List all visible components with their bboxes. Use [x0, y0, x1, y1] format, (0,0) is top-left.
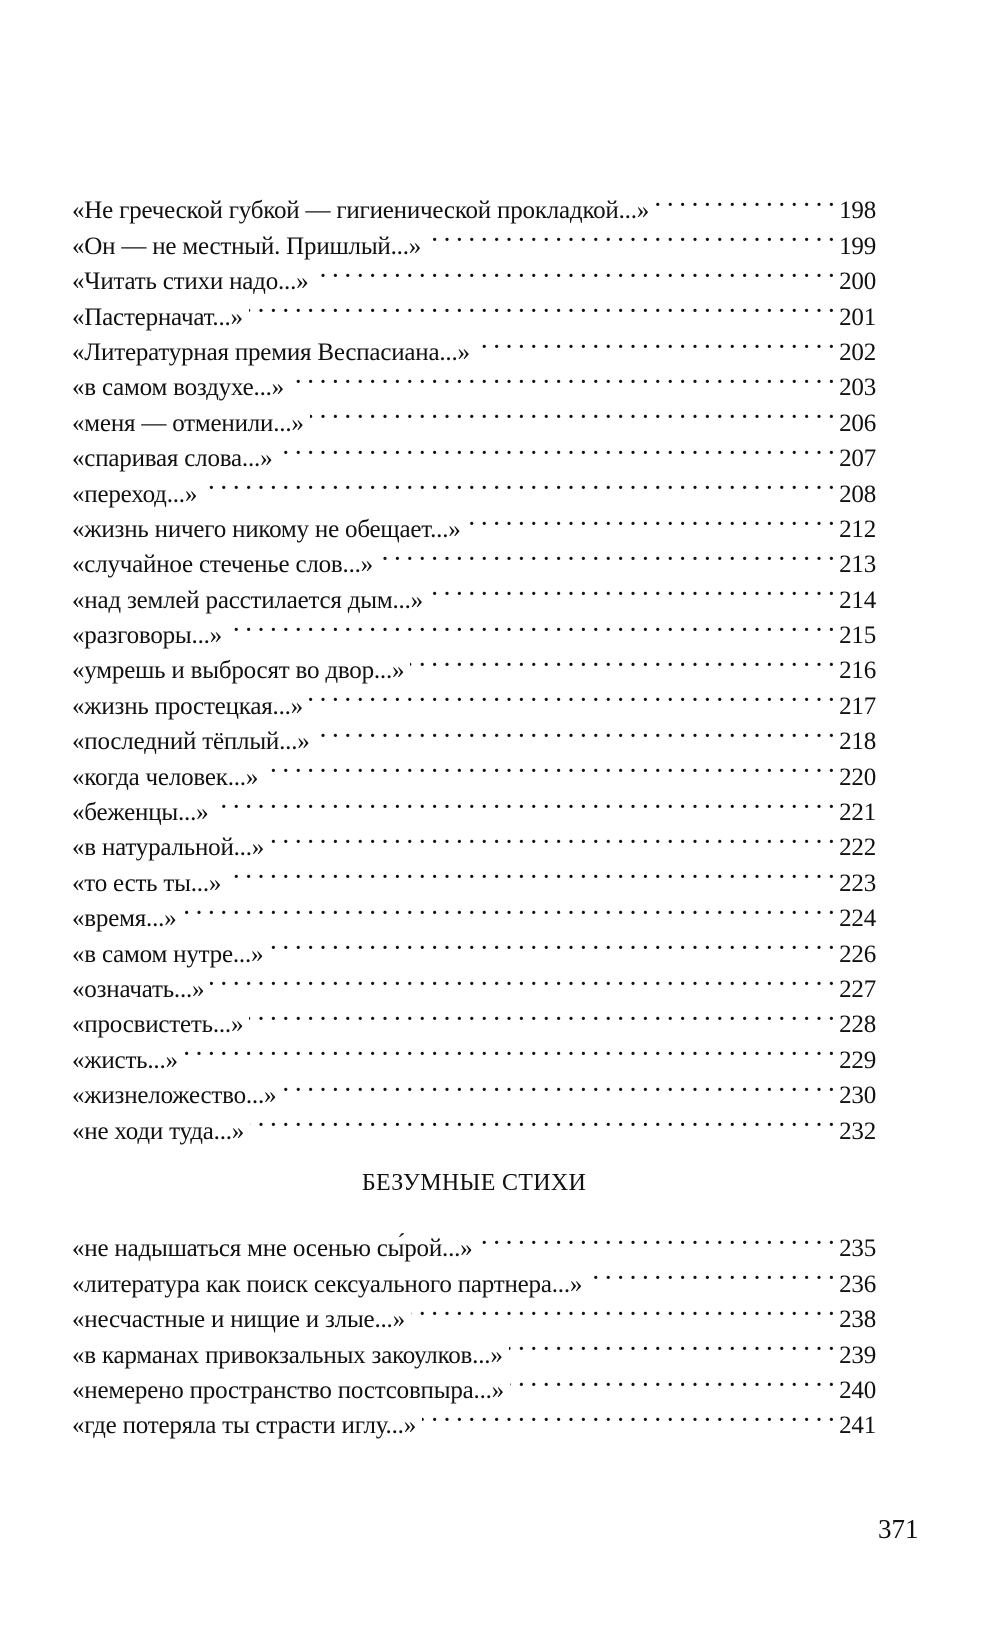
- entry-page: 199: [839, 232, 876, 260]
- dot-leader: [270, 820, 835, 855]
- entry-title: «в карманах привокзальных закоулков...»: [72, 1341, 503, 1369]
- toc-entry: [72, 183, 876, 225]
- entry-page: 198: [839, 197, 876, 225]
- entry-page: 232: [839, 1117, 876, 1145]
- entry-title: «несчастные и нищие и злые...»: [72, 1306, 405, 1334]
- entry-page: 236: [839, 1270, 876, 1298]
- page-number: 371: [878, 1514, 919, 1544]
- entry-title: «жизнеложество...»: [72, 1082, 277, 1110]
- dot-leader: [282, 1068, 835, 1103]
- dot-leader: [227, 855, 835, 890]
- entry-page: 229: [839, 1046, 876, 1074]
- entry-page: 239: [839, 1341, 876, 1369]
- entry-page: 224: [839, 905, 876, 933]
- entry-title: «жисть...»: [72, 1046, 178, 1074]
- entry-title: «просвистеть...»: [72, 1011, 244, 1039]
- entry-page: 213: [839, 551, 876, 579]
- entry-page: 240: [839, 1376, 876, 1404]
- entry-title: «разговоры...»: [72, 622, 222, 650]
- entry-title: «когда человек...»: [72, 763, 259, 791]
- toc-entry: [72, 891, 876, 933]
- entry-title: «умрешь и выбросят во двор...»: [72, 657, 405, 685]
- toc-entry: [72, 1032, 876, 1074]
- entry-title: «меня — отменили...»: [72, 409, 304, 437]
- entry-page: 203: [839, 374, 876, 402]
- entry-page: 218: [839, 728, 876, 756]
- dot-leader: [228, 608, 835, 643]
- dot-leader: [184, 1032, 835, 1067]
- entry-title: «переход...»: [72, 480, 198, 508]
- entry-page: 214: [839, 586, 876, 614]
- entry-title: «Он — не местный. Пришлый...»: [72, 232, 422, 260]
- dot-leader: [249, 289, 835, 324]
- entry-page: 202: [839, 338, 876, 366]
- entry-page: 221: [839, 799, 876, 827]
- entry-page: 208: [839, 480, 876, 508]
- toc-entry: [72, 1068, 876, 1110]
- entry-title: «Пастерначат...»: [72, 303, 243, 331]
- dot-leader: [316, 714, 836, 749]
- dot-leader: [429, 572, 835, 607]
- entry-title: «немерено пространство постсовпыра...»: [72, 1376, 504, 1404]
- entry-title: «в натуральной...»: [72, 834, 265, 862]
- entry-title: «Читать стихи надо...»: [72, 268, 309, 296]
- entry-title: «Литературная премия Веспасиана...»: [72, 338, 470, 366]
- entry-title: «над землей расстилается дым...»: [72, 586, 423, 614]
- entry-page: 235: [839, 1235, 876, 1263]
- toc-section-1: [72, 183, 876, 1145]
- dot-leader: [510, 1363, 835, 1398]
- dot-leader: [478, 1221, 835, 1256]
- dot-leader: [269, 926, 835, 961]
- dot-leader: [214, 785, 835, 820]
- entry-title: «не ходи туда...»: [72, 1117, 245, 1145]
- entry-title: «жизнь простецкая...»: [72, 692, 303, 720]
- dot-leader: [379, 537, 835, 572]
- dot-leader: [249, 997, 835, 1032]
- toc-section-2: [72, 1221, 876, 1440]
- dot-leader: [509, 1327, 835, 1362]
- entry-title: «жизнь ничего никому не обещает...»: [72, 515, 461, 543]
- entry-title: «беженцы...»: [72, 799, 209, 827]
- dot-leader: [210, 962, 835, 997]
- toc-entry: [72, 1221, 876, 1263]
- dot-leader: [314, 254, 835, 289]
- dot-leader: [182, 891, 835, 926]
- toc-entry: [72, 926, 876, 968]
- entry-title: «не надышаться мне осенью сы́рой...»: [72, 1235, 473, 1263]
- dot-leader: [427, 218, 835, 253]
- entry-page: 201: [839, 303, 876, 331]
- entry-page: 241: [839, 1412, 876, 1440]
- entry-page: 212: [839, 515, 876, 543]
- entry-title: «спаривая слова...»: [72, 445, 273, 473]
- dot-leader: [290, 360, 835, 395]
- dot-leader: [588, 1256, 835, 1291]
- dot-leader: [422, 1398, 835, 1433]
- dot-leader: [410, 643, 835, 678]
- entry-page: 227: [839, 975, 876, 1003]
- dot-leader: [264, 749, 835, 784]
- dot-leader: [655, 183, 835, 218]
- entry-title: «время...»: [72, 905, 177, 933]
- dot-leader: [310, 395, 835, 430]
- entry-page: 222: [839, 834, 876, 862]
- dot-leader: [278, 431, 835, 466]
- entry-page: 238: [839, 1306, 876, 1334]
- entry-title: «в самом воздухе...»: [72, 374, 284, 402]
- entry-page: 220: [839, 763, 876, 791]
- dot-leader: [467, 502, 836, 537]
- dot-leader: [411, 1292, 835, 1327]
- section-heading: БЕЗУМНЫЕ СТИХИ: [361, 1170, 587, 1196]
- entry-page: 216: [839, 657, 876, 685]
- entry-page: 206: [839, 409, 876, 437]
- entry-page: 200: [839, 268, 876, 296]
- entry-title: «последний тёплый...»: [72, 728, 310, 756]
- entry-page: 215: [839, 622, 876, 650]
- entry-title: «случайное стеченье слов...»: [72, 551, 373, 579]
- entry-title: «означать...»: [72, 975, 205, 1003]
- entry-page: 217: [839, 692, 876, 720]
- entry-title: «Не греческой губкой — гигиенической прокладкой...»: [72, 197, 650, 225]
- entry-title: «где потеряла ты страсти иглу...»: [72, 1412, 416, 1440]
- dot-leader: [476, 325, 835, 360]
- dot-leader: [250, 1103, 835, 1138]
- entry-title: «литература как поиск сексуального партнера...»: [72, 1270, 583, 1298]
- dot-leader: [203, 466, 835, 501]
- dot-leader: [309, 678, 835, 713]
- entry-page: 230: [839, 1082, 876, 1110]
- entry-page: 226: [839, 940, 876, 968]
- entry-page: 207: [839, 445, 876, 473]
- entry-title: «то есть ты...»: [72, 869, 222, 897]
- entry-page: 223: [839, 869, 876, 897]
- entry-title: «в самом нутре...»: [72, 940, 264, 968]
- entry-page: 228: [839, 1011, 876, 1039]
